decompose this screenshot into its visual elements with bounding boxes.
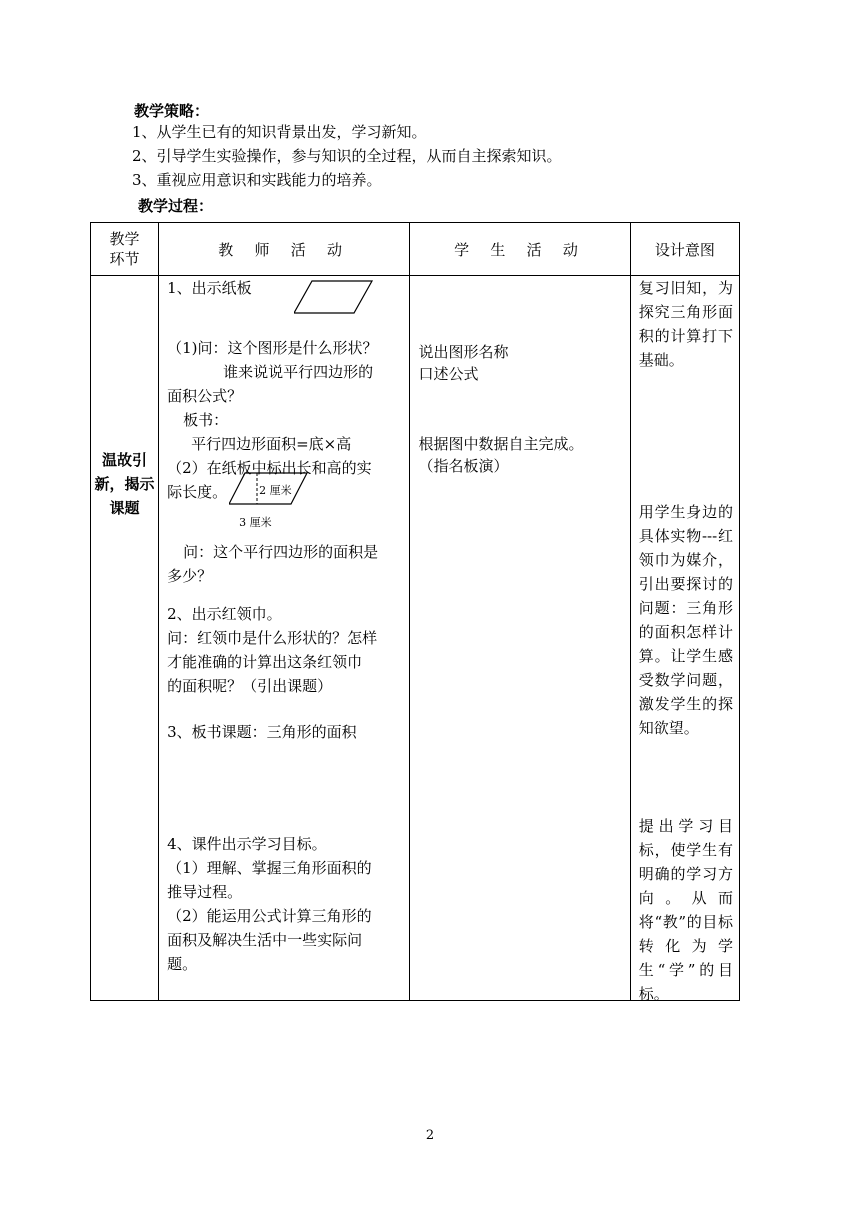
teacher-line: （2）能运用公式计算三角形的: [167, 907, 372, 925]
teacher-line: 的面积呢？（引出课题）: [167, 677, 333, 695]
teacher-line: （1）理解、掌握三角形面积的: [167, 859, 372, 877]
stage-label: 温故引新，揭示课题: [94, 451, 155, 517]
student-line: 口述公式: [418, 365, 479, 383]
student-line: （指名板演）: [418, 457, 509, 475]
teacher-line: 问：红领巾是什么形状的？怎样: [167, 629, 378, 647]
stage-cell: [91, 276, 159, 1001]
page-number: 2: [425, 1128, 435, 1143]
height-label: 2 厘米: [259, 484, 292, 497]
teacher-line: 平行四边形面积=底×高: [191, 435, 352, 453]
header-student: 学 生 活 动: [410, 223, 630, 276]
teacher-cell: [159, 276, 410, 1001]
teacher-line: 4、课件出示学习目标。: [167, 835, 327, 853]
design-paragraph: 提出学习目标，使学生有明确的学习方向。从而将“教”的目标转化为学生“学”的目标。: [638, 817, 733, 1003]
base-label: 3 厘米: [239, 516, 272, 529]
strategy-item: 2、引导学生实验操作，参与知识的全过程，从而自主探索知识。: [132, 147, 562, 165]
strategy-item: 1、从学生已有的知识背景出发，学习新知。: [132, 123, 427, 141]
teacher-line: （2）在纸板中标出长和高的实: [167, 459, 372, 477]
teacher-line: 1、出示纸板: [167, 279, 252, 297]
teacher-line: 推导过程。: [167, 883, 243, 901]
teacher-line: 题。: [167, 955, 198, 973]
teacher-line: 多少？: [167, 567, 213, 585]
design-paragraph: 用学生身边的具体实物---红领巾为媒介，引出要探讨的问题：三角形的面积怎样计算。让学生感受数学问题，激发学生的探知欲望。: [638, 503, 733, 737]
header-design: 设计意图: [630, 223, 739, 276]
teacher-line: 面积公式？: [167, 387, 243, 405]
strategy-title: 教学策略：: [134, 102, 210, 120]
teacher-line: 2、出示红领巾。: [167, 605, 282, 623]
teacher-line: 板书：: [183, 411, 229, 429]
teacher-line: 才能准确的计算出这条红领巾: [167, 653, 363, 671]
process-title: 教学过程：: [138, 197, 214, 215]
teacher-line: 问：这个平行四边形的面积是: [183, 543, 379, 561]
table-row: [91, 276, 740, 1001]
design-paragraph: 复习旧知，为探究三角形面积的计算打下基础。: [638, 279, 733, 369]
header-stage: 教学环节: [91, 223, 159, 276]
student-line: 说出图形名称: [418, 343, 509, 361]
teacher-line: 谁来说说平行四边形的: [223, 363, 374, 381]
header-teacher: 教 师 活 动: [159, 223, 410, 276]
design-cell: [630, 276, 739, 1001]
lesson-table: [90, 222, 740, 1001]
strategy-item: 3、重视应用意识和实践能力的培养。: [132, 171, 382, 189]
teacher-line: （1)问：这个图形是什么形状？: [167, 339, 378, 357]
student-cell: [410, 276, 630, 1001]
student-line: 根据图中数据自主完成。: [418, 435, 584, 453]
parallelogram-figure: [294, 280, 374, 316]
teacher-line: 际长度。: [167, 483, 228, 501]
teacher-line: 面积及解决生活中一些实际问: [167, 931, 363, 949]
teacher-line: 3、板书课题：三角形的面积: [167, 723, 357, 741]
table-header-row: [91, 223, 740, 276]
